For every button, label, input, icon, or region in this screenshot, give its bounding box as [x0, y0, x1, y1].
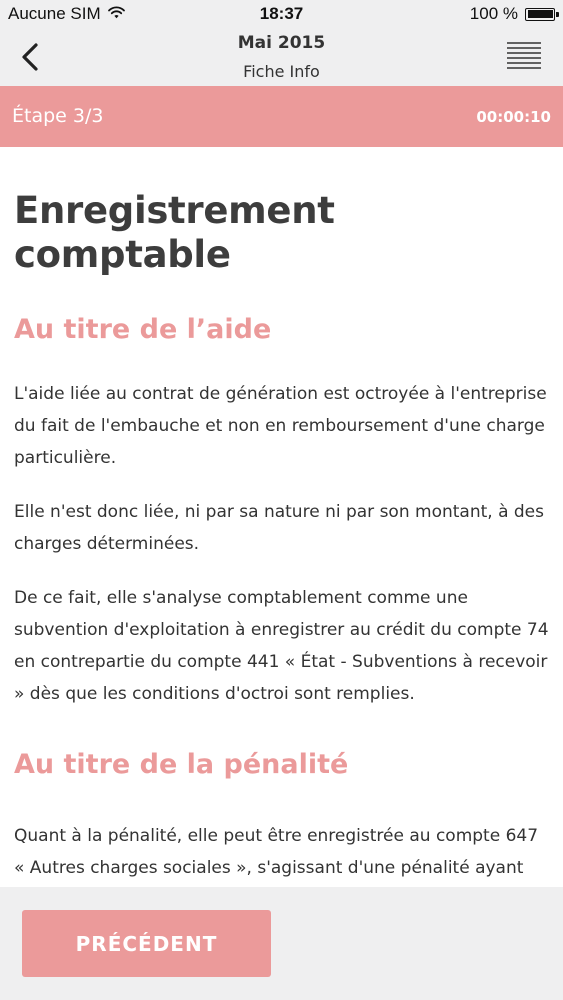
step-timer: 00:00:10 [476, 108, 551, 126]
nav-bar [0, 28, 563, 86]
paragraph: L'aide liée au contrat de génération est octroyée à l'entreprise du fait de l'embauche et non en remboursement d'une charge particulière. [14, 384, 547, 468]
page-title: Enregistrement comptable [14, 189, 335, 276]
step-bar [0, 86, 563, 147]
battery-icon [525, 8, 555, 21]
content-scroll-area[interactable] [0, 147, 563, 887]
section-heading-aide: Au titre de l’aide [14, 314, 272, 345]
nav-title: Mai 2015 [237, 33, 326, 53]
menu-icon [507, 41, 541, 73]
paragraph: Elle n'est donc liée, ni par sa nature ni par son montant, à des charges déterminées. [14, 502, 544, 554]
previous-button[interactable]: PRÉCÉDENT [22, 910, 271, 977]
status-bar [0, 0, 563, 28]
bottom-bar [0, 887, 563, 1000]
battery-percent: 100 % [469, 4, 518, 23]
carrier-label: Aucune SIM [8, 4, 101, 23]
status-right [470, 4, 555, 24]
paragraph: De ce fait, elle s'analyse comptablement comme une subvention d'exploitation à enregistrer au crédit du compte 74 en contrepartie du compte 441 « État - Subventions à recevoir » dès que les conditions d'octroi sont remplies. [14, 588, 549, 704]
section-heading-penalite: Au titre de la pénalité [14, 749, 349, 780]
menu-button[interactable] [507, 41, 541, 73]
step-label: Étape 3/3 [12, 105, 104, 127]
nav-subtitle: Fiche Info [243, 62, 320, 81]
status-time: 18:37 [259, 4, 304, 23]
paragraph: Quant à la pénalité, elle peut être enregistrée au compte 647 « Autres charges sociales », s'agissant d'une pénalité ayant [14, 826, 539, 878]
